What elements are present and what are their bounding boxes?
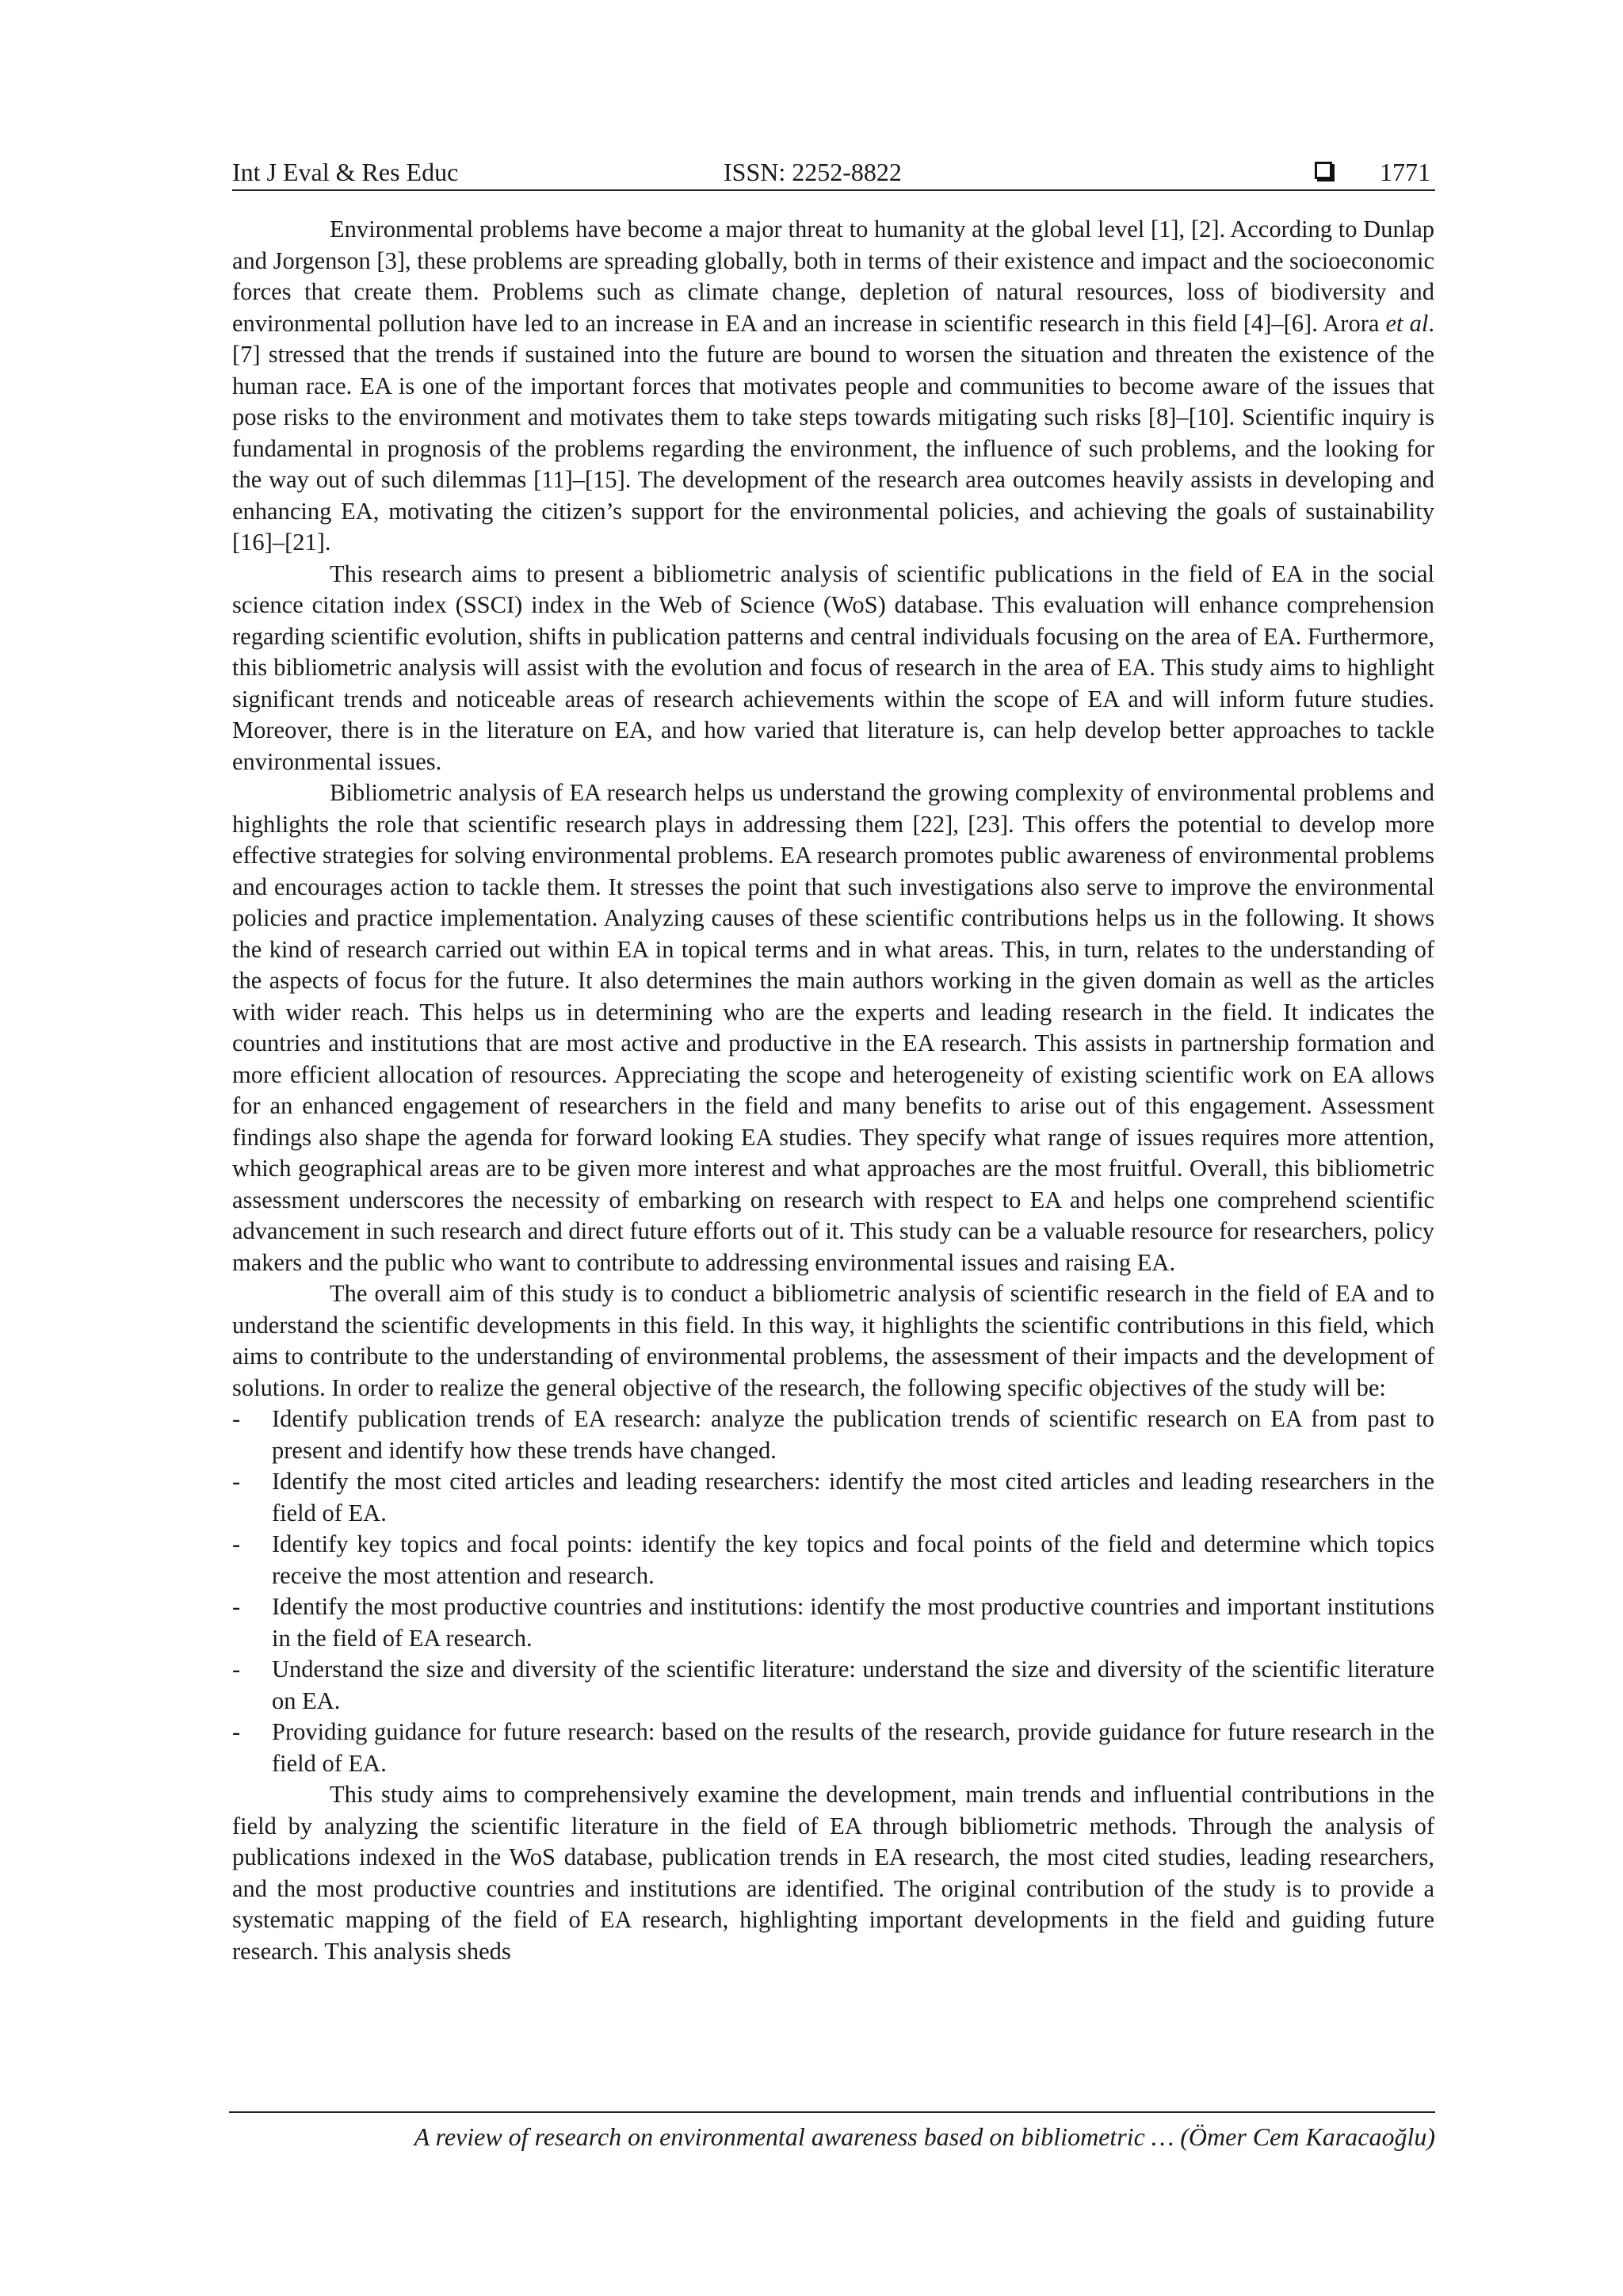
closing-paragraph: This study aims to comprehensively examine the development, main trends and influential contributions in the field by analyzing the scientific literature in the field of EA through bibliometric methods. Through the analysis of publications indexed in the WoS database, publication trends in EA research, the most cited studies, leading researchers, and the most productive countries and institutions are identified. The original contribution of the study is to provide a systematic mapping of the field of EA research, highlighting important developments in the field and guiding future research. This analysis sheds (232, 1781, 1434, 1965)
checkbox-square-icon (1315, 162, 1332, 179)
list-item-text: Identify the most cited articles and leading researchers: identify the most cited articles and leading researchers in the field of EA. (272, 1468, 1434, 1526)
running-footer (229, 2111, 1435, 2153)
paragraph-3: Bibliometric analysis of EA research helps us understand the growing complexity of environmental problems and highlights the role that scientific research plays in addressing them [22], [23]. This offers the potential to develop more effective strategies for solving environmental problems. EA research promotes public awareness of environmental problems and encourages action to tackle them. It stresses the point that such investigations also serve to improve the environmental policies and practice implementation. Analyzing causes of these scientific contributions helps us in the following. It shows the kind of research carried out within EA in topical terms and in what areas. This, in turn, relates to the understanding of the aspects of focus for the future. It also determines the main authors working in the given domain as well as the articles with wider reach. This helps us in determining who are the experts and leading research in the field. It indicates the countries and institutions that are most active and productive in the EA research. This assists in partnership formation and more efficient allocation of resources. Appreciating the scope and heterogeneity of existing scientific work on EA allows for an enhanced engagement of researchers in the field and many benefits to arise out of this engagement. Assessment findings also shape the agenda for forward looking EA studies. They specify what range of issues requires more attention, which geographical areas are to be given more interest and what approaches are the most fruitful. Overall, this bibliometric assessment underscores the necessity of embarking on research with respect to EA and helps one comprehend scientific advancement in such research and direct future efforts out of it. This study can be a valuable resource for researchers, policy makers and the public who want to contribute to addressing environmental issues and raising EA. (232, 779, 1434, 1276)
objectives-list (232, 1404, 1434, 1779)
list-item (232, 1654, 1434, 1717)
list-marker: - (232, 1656, 241, 1683)
paragraph-1-part-b: . [7] stressed that the trends if sustained into the future are bound to worsen the situation and threaten the existence of the human race. EA is one of the important forces that motivates people and communities to become aware of the issues that pose risks to the environment and motivates them to take steps towards mitigating such risks [8]–[10]. Scientific inquiry is fundamental in prognosis of the problems regarding the environment, the influence of such problems, and the looking for the way out of such dilemmas [11]–[15]. The development of the research area outcomes heavily assists in developing and enhancing EA, motivating the citizen’s support for the environmental policies, and achieving the goals of sustainability [16]–[21]. (232, 309, 1434, 556)
list-item (232, 1717, 1434, 1779)
list-item (232, 1529, 1434, 1591)
list-item (232, 1404, 1434, 1466)
paragraph-2: This research aims to present a bibliometric analysis of scientific publications in the field of EA in the social science citation index (SSCI) index in the Web of Science (WoS) database. This evaluation will enhance comprehension regarding scientific evolution, shifts in publication patterns and central individuals focusing on the area of EA. Furthermore, this bibliometric analysis will assist with the evolution and focus of research in the area of EA. This study aims to highlight significant trends and noticeable areas of research achievements within the scope of EA and will inform future studies. Moreover, there is in the literature on EA, and how varied that literature is, can help develop better approaches to tackle environmental issues. (232, 560, 1434, 775)
body-text (232, 214, 1434, 1967)
list-item-text: Providing guidance for future research: based on the results of the research, provide guidance for future research in the field of EA. (272, 1718, 1434, 1777)
running-title: A review of research on environmental awareness based on bibliometric … (Ömer Cem Karacaoğlu) (414, 2122, 1435, 2151)
list-item (232, 1591, 1434, 1654)
list-marker: - (232, 1718, 241, 1745)
page-number: 1771 (1380, 158, 1430, 186)
journal-name: Int J Eval & Res Educ (232, 158, 459, 186)
list-item (232, 1466, 1434, 1529)
list-marker: - (232, 1405, 241, 1432)
list-marker: - (232, 1468, 241, 1495)
list-marker: - (232, 1593, 241, 1620)
list-marker: - (232, 1530, 241, 1557)
list-item-text: Understand the size and diversity of the scientific literature: understand the size and diversity of the scientific literature on EA. (272, 1656, 1434, 1714)
list-item-text: Identify the most productive countries and institutions: identify the most productive countries and important institutions in the field of EA research. (272, 1593, 1434, 1652)
issn: ISSN: 2252-8822 (724, 158, 902, 186)
list-item-text: Identify key topics and focal points: identify the key topics and focal points of the field and determine which topics receive the most attention and research. (272, 1530, 1434, 1589)
paragraph-4: The overall aim of this study is to conduct a bibliometric analysis of scientific research in the field of EA and to understand the scientific developments in this field. In this way, it highlights the scientific contributions in this field, which aims to contribute to the understanding of environmental problems, the assessment of their impacts and the development of solutions. In order to realize the general objective of the research, the following specific objectives of the study will be: (232, 1280, 1434, 1401)
paragraph-1-part-a: Environmental problems have become a major threat to humanity at the global level [1], [2]. According to Dunlap and Jorgenson [3], these problems are spreading globally, both in terms of their existence and impact and the socioeconomic forces that create them. Problems such as climate change, depletion of natural resources, loss of biodiversity and environmental pollution have led to an increase in EA and an increase in scientific research in this field [4]–[6]. Arora (232, 216, 1434, 337)
running-header (232, 155, 1435, 191)
list-item-text: Identify publication trends of EA research: analyze the publication trends of scientific research on EA from past to present and identify how these trends have changed. (272, 1405, 1434, 1464)
paragraph-1 (232, 214, 1434, 559)
paragraph-1-italic: et al (1385, 309, 1429, 337)
